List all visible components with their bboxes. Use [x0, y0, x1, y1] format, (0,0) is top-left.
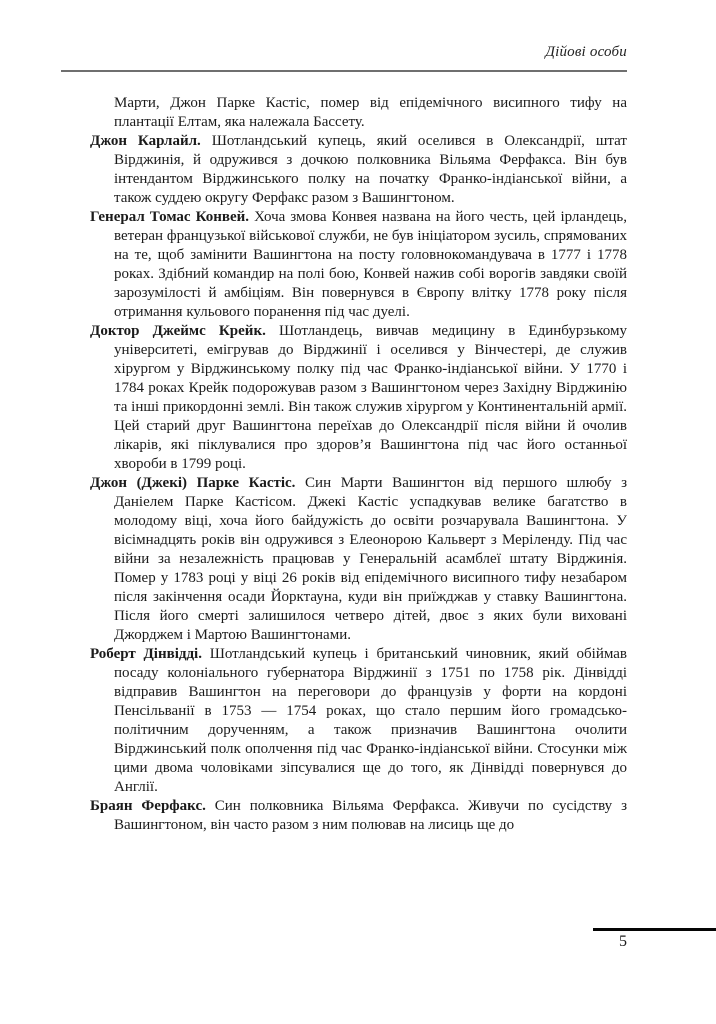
page-number: 5	[619, 933, 627, 950]
cast-entry-name: Доктор Джеймс Крейк.	[90, 323, 266, 339]
cast-entry-name: Генерал Томас Конвей.	[90, 209, 250, 225]
cast-entry-text: Шотландський купець і британський чиновник, який обіймав посаду колоніального губернатора Вірджинії з 1751 по 1758 рік. Дінвідді відправив Вашингтон на переговори до французів у форти на кордоні Пенсільванії в 1753 — 1754 роках, що стало першим його громадсько-політичним дорученням, а також призначив Вашингтона очолити Вірджинський полк ополчення під час Франко-індіанської війни. Стосунки між цими двома чоловіками зіпсувалися ще до того, як Дінвідді повернувся до Англії.	[114, 646, 628, 795]
cast-entry	[90, 797, 627, 835]
cast-entry	[90, 645, 627, 797]
cast-entry	[90, 474, 627, 645]
cast-entry-name: Браян Ферфакс.	[90, 798, 206, 814]
cast-entry-name: Джон (Джекі) Парке Кастіс.	[90, 475, 296, 491]
cast-entry-text: Син Марти Вашингтон від першого шлюбу з Даніелем Парке Кастісом. Джекі Кастіс успадкував велике багатство в молодому віці, хоча його байдужість до освіти розчарувала Вашингтона. У вісімнадцять років він одружився з Елеонорою Кальверт з Меріленду. Під час війни за незалежність працював у Генеральній асамблеї штату Вірджинія. Помер у 1783 році у віці 26 років від епідемічного висипного тифу незабаром після закінчення осади Йорктауна, куди він приїжджав у ставку Вашингтона. Після його смерті залишилося четверо дітей, двоє з яких були виховані Джорджем і Мартою Вашингтонами.	[114, 475, 628, 643]
cast-entry-text: Шотландський купець, який оселився в Олександрії, штат Вірджинія, й одружився з дочкою полковника Вільяма Ферфакса. Він був інтендантом Вірджинського полку на початку Франко-індіанської війни, а також суддею округу Ферфакс разом з Вашингтоном.	[114, 133, 627, 206]
cast-entry-text: Хоча змова Конвея названа на його честь, цей ірландець, ветеран французької військової служби, не був ініціатором зусиль, спрямованих на те, щоб замінити Вашингтона на посту головнокомандувача в 1777 і 1778 роках. Здібний командир на полі бою, Конвей нажив собі ворогів завдяки своїй зарозумілості й амбіціям. Він повернувся в Європу влітку 1778 року після отримання кульового поранення під час дуелі.	[114, 209, 628, 320]
cast-entry-continuation: Марти, Джон Парке Кастіс, помер від епідемічного висипного тифу на плантації Елтам, яка належала Бассету.	[114, 95, 627, 130]
cast-entry	[90, 322, 627, 474]
cast-list	[90, 94, 627, 835]
cast-entry	[90, 208, 627, 322]
cast-entry-name: Джон Карлайл.	[90, 133, 201, 149]
running-header-title: Дійові особи	[545, 44, 627, 60]
cast-entry-text: Син полковника Вільяма Ферфакса. Живучи по сусідству з Вашингтоном, він часто разом з ним полював на лисиць ще до	[114, 798, 627, 833]
cast-entry-name: Роберт Дінвідді.	[90, 646, 202, 662]
header-rule	[61, 70, 627, 72]
footer-rule	[593, 928, 716, 931]
cast-entry	[90, 132, 627, 208]
cast-entry-text: Шотландець, вивчав медицину в Единбурзькому університеті, емігрував до Вірджинії і оселився у Вінчестері, де служив хірургом у Вірджинському полку під час Франко-індіанської війни. У 1770 і 1784 роках Крейк подорожував разом з Вашингтоном через Західну Вірджинію та інші прикордонні землі. Він також служив хірургом у Континентальній армії. Цей старий друг Вашингтона переїхав до Олександрії після війни й очолив лікарів, які піклувалися про здоров’я Вашингтона під час його останньої хвороби в 1799 році.	[114, 323, 628, 472]
